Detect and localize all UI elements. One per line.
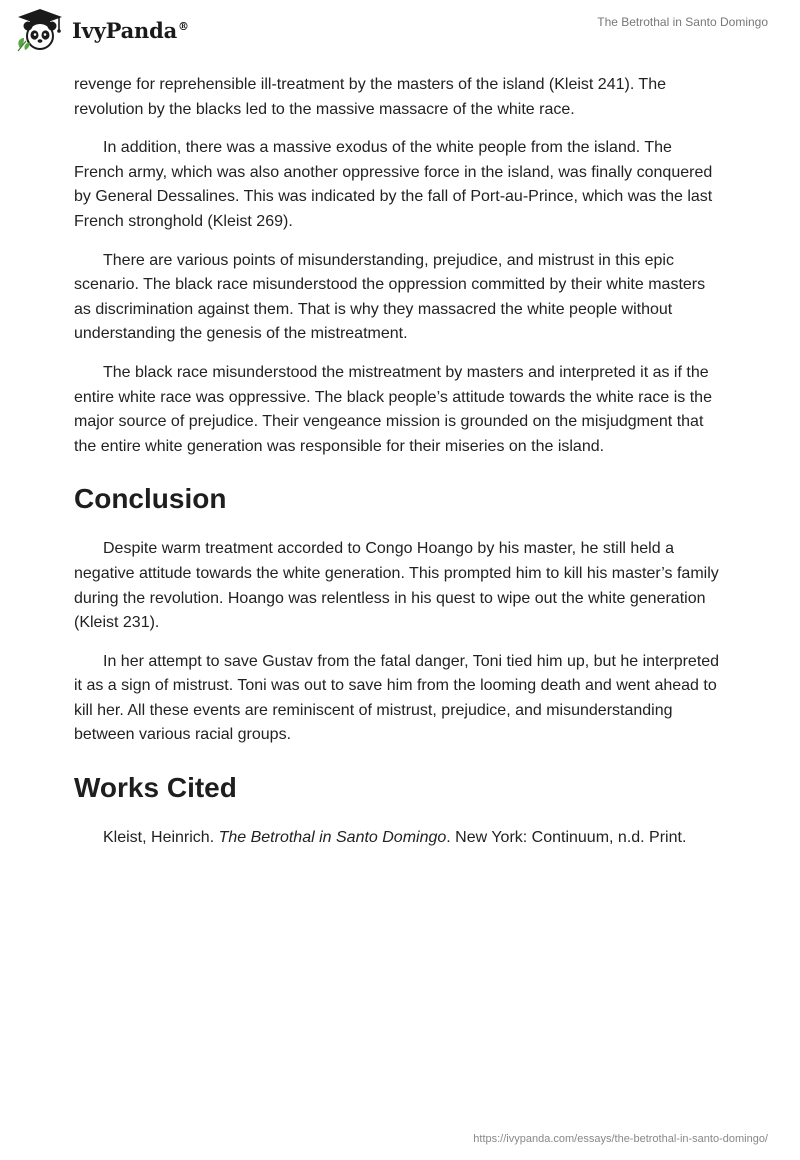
ivypanda-logo[interactable] (14, 8, 189, 52)
page-header (0, 0, 800, 70)
works-cited-heading: Works Cited (74, 772, 237, 804)
panda-logo-icon (14, 8, 66, 52)
essay-content (74, 73, 726, 865)
citation-title: The Betrothal in Santo Domingo (218, 829, 447, 847)
paragraph: In addition, there was a massive exodus of the white people from the island. The French army, which was also another oppressive force in the island, was finally conquered by General Dessalines. This was indicated by the fall of Port-au-Prince, which was the last French stronghold (Kleist 269). (74, 139, 713, 230)
document-title: The Betrothal in Santo Domingo (597, 15, 768, 29)
paragraph: The black race misunderstood the mistreatment by masters and interpreted it as if the entire white race was oppressive. The black people’s attitude towards the white race is the major source of prejudice. Their vengeance mission is grounded on the misjudgment that the entire white generation was responsible for their miseries on the island. (74, 363, 712, 455)
brand-name: IvyPanda® (72, 17, 189, 43)
paragraph: revenge for reprehensible ill-treatment by the masters of the island (Kleist 241). The revolution by the blacks led to the massive massacre of the white race. (74, 76, 666, 118)
registered-mark: ® (178, 19, 189, 33)
citation-publisher: . New York: Continuum, n.d. Print. (446, 829, 687, 847)
paragraph: There are various points of misunderstanding, prejudice, and mistrust in this epic scenario. The black race misunderstood the oppression committed by their white masters as discrimination against them. That is why they massacred the white people without understanding the genesis of the mistreatment. (74, 251, 706, 343)
conclusion-heading: Conclusion (74, 483, 227, 515)
source-url-link[interactable]: https://ivypanda.com/essays/the-betrothal-in-santo-domingo/ (473, 1133, 768, 1145)
citation-author: Kleist, Heinrich. (103, 829, 219, 847)
citation (74, 826, 726, 851)
paragraph: Despite warm treatment accorded to Congo Hoango by his master, he still held a negative attitude towards the white generation. This prompted him to kill his master’s family during the revolution. Hoango was relentless in his quest to wipe out the white generation (Kleist 231). (74, 540, 719, 632)
paragraph: In her attempt to save Gustav from the fatal danger, Toni tied him up, but he interpreted it as a sign of mistrust. Toni was out to save him from the looming death and went ahead to kill her. All these events are reminiscent of mistrust, prejudice, and misunderstanding between various racial groups. (74, 652, 720, 744)
